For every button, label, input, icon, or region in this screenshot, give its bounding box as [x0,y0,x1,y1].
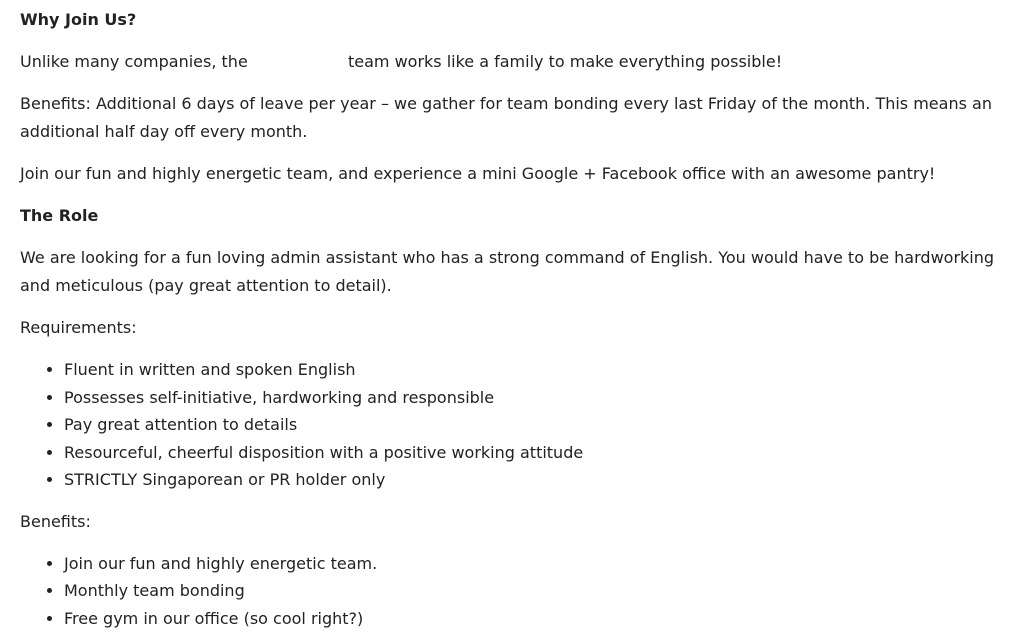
benefits-paragraph: Benefits: Additional 6 days of leave per year – we gather for team bonding every last Friday of the month. This means an additional half day off every month. [20,94,992,141]
intro-paragraph [20,48,1004,76]
intro-text-end: team works like a family to make everything possible! [347,52,783,71]
role-heading: The Role [20,206,99,225]
requirements-list [20,356,1004,494]
benefits-list [20,550,1004,632]
intro-text-start: Unlike many companies, the [20,52,248,71]
join-paragraph: Join our fun and highly energetic team, and experience a mini Google + Facebook office with an awesome pantry! [20,164,936,183]
list-item: • Fluent in written and spoken English [64,356,1004,384]
list-item: • Free gym in our office (so cool right?) [64,605,1004,632]
why-join-heading: Why Join Us? [20,10,137,29]
role-description: We are looking for a fun loving admin assistant who has a strong command of English. You would have to be hardworking and meticulous (pay great attention to detail). [20,248,995,295]
list-item: • STRICTLY Singaporean or PR holder only [64,466,1004,494]
benefits-label: Benefits: [20,511,91,531]
list-item: • Possesses self-initiative, hardworking and responsible [64,384,1004,412]
list-item: • Join our fun and highly energetic team. [64,550,1004,578]
list-item: • Monthly team bonding [64,577,1004,605]
requirements-label: Requirements: [20,318,137,337]
list-item: • Pay great attention to details [64,411,1004,439]
list-item: • Resourceful, cheerful disposition with a positive working attitude [64,439,1004,467]
